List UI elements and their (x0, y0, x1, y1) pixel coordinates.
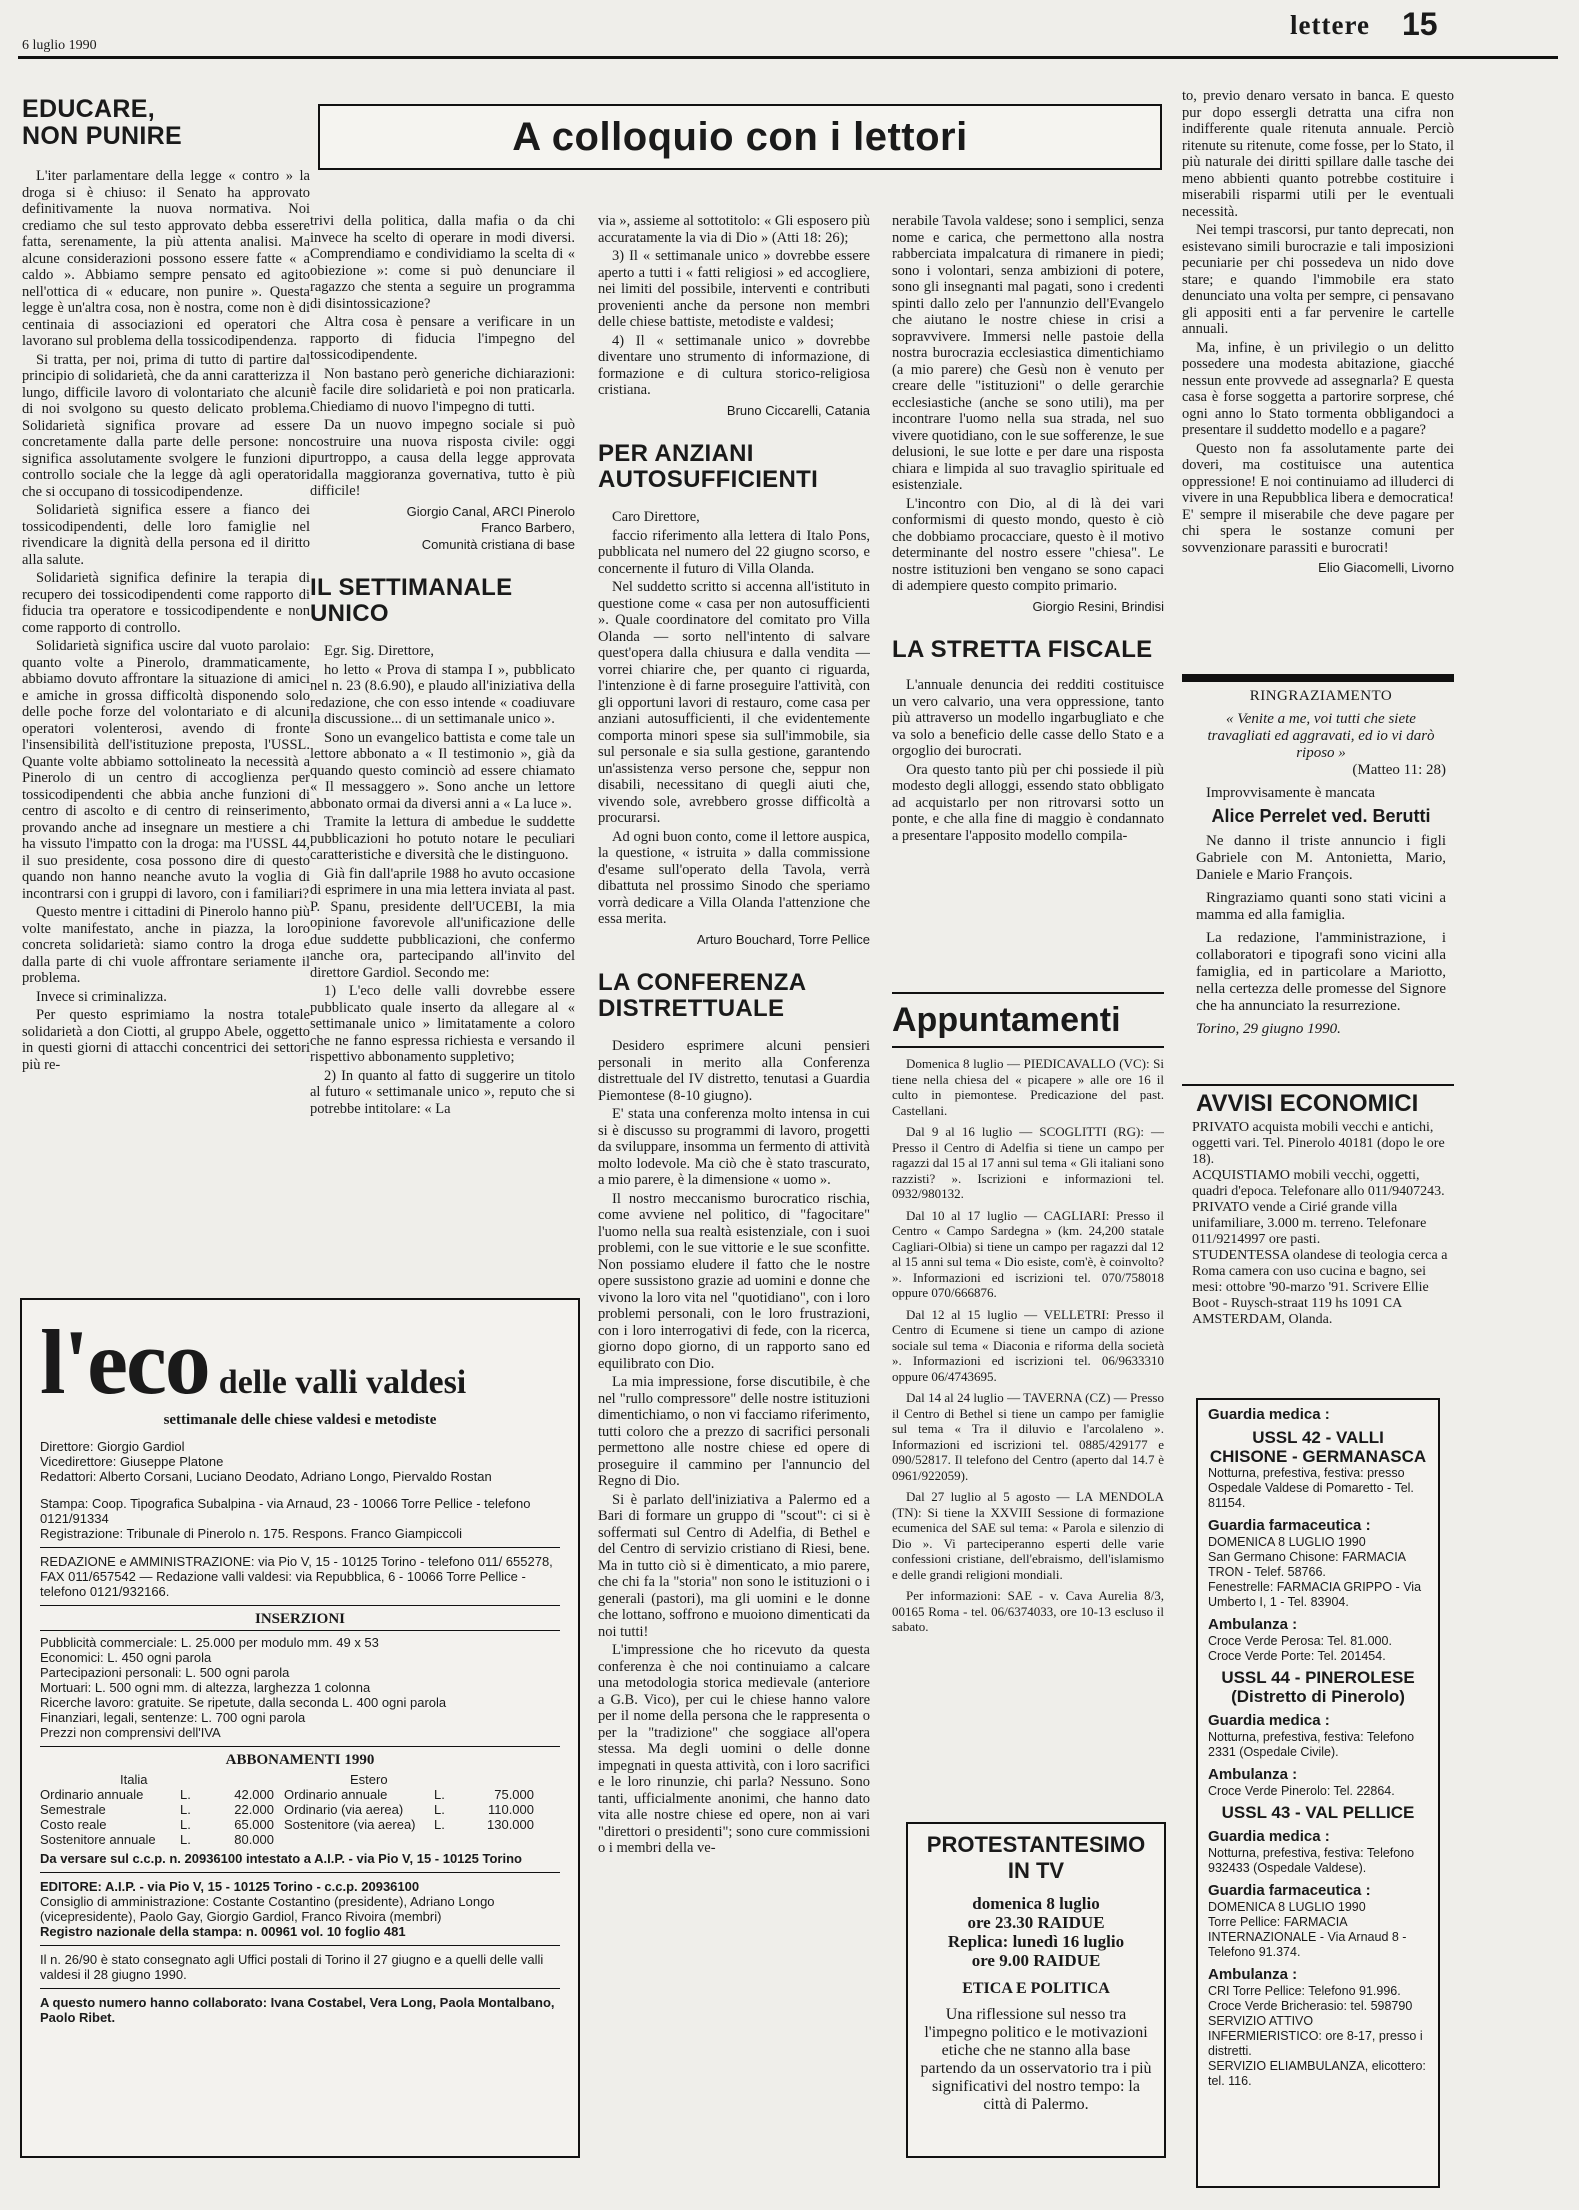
masthead-divider (40, 1547, 560, 1548)
ambulanza-text: Croce Verde Perosa: Tel. 81.000. Croce Verde Porte: Tel. 201454. (1208, 1634, 1392, 1663)
educare-paragraph: L'iter parlamentare della legge « contro » la droga si è chiuso: il Senato ha approvato definitivamente la nuova normativa. Noi crediamo che sul testo approvato debba essere fatta, serenamente, la più attenta analisi. Ma alcune considerazioni possono essere fatte « a caldo ». Abbiamo sempre pensato ed agito nell'ottica di « educare, non punire ». Questa legge è un'altra cosa, non è nostra, come non è di centinaia di associazioni ed operatori che lavorano sul problema della tossicodipendenza. (22, 168, 310, 349)
appuntamento-item: Dal 10 al 17 luglio — CAGLIARI: Presso il Centro « Campo Sardegna » (km. 24,200 statale Cagliari-Olbia) si tiene un campo per ragazzi dal 12 al 15 anni sul tema « Dio esiste, com'è, è coinvolto? ». Informazioni ed iscrizioni tel. 070/758018 oppure 070/666876. (892, 1207, 1164, 1300)
abb-cell: Sostenitore (via aerea) (284, 1817, 416, 1832)
abb-cell: 80.000 (234, 1832, 274, 1847)
educare-paragraph: Solidarietà significa definire la terapia di recupero dei tossicodipendenti come rapporto di fiducia tra operatore e tossicodipendente e non come rapporto di controllo. (22, 570, 310, 636)
appuntamento-item: Dal 9 al 16 luglio — SCOGLITTI (RG): — Presso il Centro di Adelfia si tiene un campo per ragazzi dal 15 al 17 anni sul tema « Gli italiani sono razzisti? ». Iscrizioni e informazioni tel. 0932/980132. (892, 1124, 1164, 1201)
col4-paragraph: L'incontro con Dio, al di là dei vari conformismi di questo mondo, questo è ciò che dobbiamo procacciare, questo è il motivo determinante del nostro essere "chiesa". Le nostre istituzioni ben vengano se sono capaci di adempiere questo compito primario. (892, 495, 1164, 594)
conferenza-paragraph: La mia impressione, forse discutibile, è che nel "rullo compressore" delle nostre istituzioni dimentichiamo, o non vi facciamo riferimento, tutti coloro che a prezzo di sacrifici personali permettono alle nostre chiese ed opere di proseguire il cammino per l'annuncio del Regno di Dio. (598, 1374, 870, 1489)
guardia-box (1196, 1398, 1440, 2188)
settimanale-paragraph: 4) Il « settimanale unico » dovrebbe diventare uno strumento di informazione, di formazione e di cultura storico-religiosa cristiana. (598, 332, 870, 398)
educare-paragraph: Non bastano però generiche dichiarazioni: è facile dire solidarietà e poi non praticarla. Chiediamo di nuovo l'impegno di tutti. (310, 365, 575, 415)
inserzione-line: Pubblicità commerciale: L. 25.000 per modulo mm. 49 x 53 (40, 1635, 379, 1650)
ringraziamento-paragraph: Ne danno il triste annuncio i figli Gabriele con M. Antonietta, Mario, Daniele e Mario François. (1196, 833, 1446, 883)
ringraziamento-rule (1182, 674, 1454, 682)
conferenza-paragraph: Il nostro meccanismo burocratico rischia, come avviene nel politico, di "fagocitare" l'uomo nella sua realtà esistenziale, con i suoi problemi, con le sue vittorie e le sue sconfitte. Non possiamo eludere il fatto che le nostre opere sussistono grazie ad uomini e donne che vivono la loro vita nel "quotidiano", con i loro problemi personali, con le loro frustrazioni, con i loro interrogativi di fede, con la ricerca, giorno dopo giorno, di un rapporto sano ed equilibrato con Dio. (598, 1190, 870, 1372)
educare-paragraph: Solidarietà significa essere a fianco dei tossicodipendenti, delle loro famiglie nel rivendicare la dignità della persona ed il diritto alla salute. (22, 502, 310, 568)
estero-label: Estero (350, 1772, 388, 1787)
anziani-paragraph: Ad ogni buon conto, come il lettore auspica, la questione, « istruita » dalla commissione d'esame sull'operato della Tavola, verrà dibattuta nel prossimo Sinodo che speriamo vorrà dedicare a Villa Olanda l'attenzione che essa merita. (598, 828, 870, 927)
consegna-line: Il n. 26/90 è stato consegnato agli Uffici postali di Torino il 27 giugno e a quelli delle valli valdesi il 28 giugno 1990. (40, 1952, 544, 1982)
educare-paragraph: Per questo esprimiamo la nostra totale solidarietà a don Ciotti, al gruppo Abele, oggetto in questi giorni di attacchi concentrici dei settori più re- (22, 1007, 310, 1073)
appuntamenti-title: Appuntamenti (892, 1001, 1121, 1039)
ringraziamento-quote-ref: (Matteo 11: 28) (1352, 762, 1446, 778)
educare-paragraph: Altra cosa è pensare a verificare in un rapporto di fiducia l'impegno del tossicodipendente. (310, 314, 575, 363)
abb-cell: L. (434, 1787, 445, 1802)
stretta-paragraph: L'annuale denuncia dei redditi costituisce un vero calvario, una vera oppressione, tanto più attraverso un modello ingarbugliato e che va solo a beneficio delle casse dello Stato e a orgoglio dei burocrati. (892, 677, 1164, 759)
appuntamento-item: Domenica 8 luglio — PIEDICAVALLO (VC): Si tiene nella chiesa del « picapere » alle ore 16 il culto in piemontese. Predicazione del past. Castellani. (892, 1056, 1164, 1118)
stretta-paragraph: Questo non fa assolutamente parte dei doveri, ma costituisce una autentica oppressione! E noi continuiamo ad illuderci di vivere in una Repubblica libera e democratica! E' sempre il miserabile che deve pagare per chi spera le sostanze comuni per sovvenzionare parassiti e burocrati! (1182, 440, 1454, 556)
consiglio-line: Consiglio di amministrazione: Costante Costantino (presidente), Adriano Longo (vicepresidente), Paolo Gay, Giorgio Gardiol, Franco Rivoira (membri) (40, 1894, 495, 1924)
column-2 (310, 213, 575, 1293)
guardia-heading: Guardia medica : (1208, 1712, 1330, 1729)
stampa-line: Stampa: Coop. Tipografica Subalpina - via Arnaud, 23 - 10066 Torre Pellice - telefono 0121/91334 (40, 1496, 531, 1526)
abbonamento-row (40, 1802, 560, 1817)
anziani-paragraph: Caro Direttore, (612, 509, 700, 525)
ringraziamento-title: RINGRAZIAMENTO (1249, 688, 1393, 704)
abb-cell: Costo reale (40, 1817, 107, 1832)
abb-cell: Ordinario (via aerea) (284, 1802, 404, 1817)
conferenza-paragraph: Desidero esprimere alcuni pensieri personali in merito alla Conferenza distrettuale del IV distretto, tenutasi a Guardia Piemontese (8-10 giugno). (598, 1038, 870, 1104)
italia-label: Italia (120, 1772, 148, 1787)
masthead-divider (40, 1746, 560, 1747)
educare-paragraph: Questo mentre i cittadini di Pinerolo hanno più volte manifestato, anche in piazza, la loro concreta solidarietà: siamo contro la droga e dalla parte di chi vuole affrontare seriamente il problema. (22, 904, 310, 986)
staff-line: Direttore: Giorgio Gardiol (40, 1439, 185, 1454)
conferenza-paragraph: E' stata una conferenza molto intensa in cui si è discusso su programmi di lavoro, progetti da sviluppare, insomma un fermento di attività molto lodevole. Ma ciò che è stato trascurato, a mio parere, è la dimensione « uomo ». (598, 1106, 870, 1188)
masthead-divider (40, 1872, 560, 1873)
abb-cell: L. (180, 1787, 191, 1802)
stretta-paragraph: Ma, infine, è un privilegio o un delitto possedere una modesta abitazione, giacché nessun ente provvede ad assegnarla? E questa casa è forse soggetta a partorire sorprese, ché ogni anno lo Stato tormenta obbligandoci a presentare il suddetto modello e a pagare? (1182, 339, 1454, 438)
avvisi-title: AVVISI ECONOMICI (1196, 1090, 1419, 1117)
abbonamento-row (40, 1787, 560, 1802)
abb-cell: 75.000 (494, 1787, 534, 1802)
inserzione-line: Prezzi non comprensivi dell'IVA (40, 1725, 221, 1740)
appuntamento-item: Dal 12 al 15 luglio — VELLETRI: Presso il Centro di Ecumene si tiene un campo di azione sociale sul tema « Diaconia e riforma della società ». Informazioni ed iscrizioni tel. 06/9633310 oppure 06/4743695. (892, 1306, 1164, 1384)
stretta-signature: Elio Giacomelli, Livorno (1318, 560, 1454, 575)
appuntamento-item: Per informazioni: SAE - v. Cava Aurelia 8/3, 00165 Roma - tel. 06/6374033, ore 10-13 escluso il sabato. (892, 1588, 1164, 1634)
guardia-text: Notturna, prefestiva, festiva: Telefono 932433 (Ospedale Valdese). (1208, 1846, 1415, 1875)
avvisi-rule (1182, 1084, 1454, 1086)
abb-cell: 65.000 (234, 1817, 274, 1832)
settimanale-paragraph: via », assieme al sottotitolo: « Gli esposero più accuratamente la via di Dio » (Atti 18: 26); (598, 213, 870, 246)
appuntamenti-rule-top (892, 992, 1164, 994)
settimanale-paragraph: Tramite la lettura di ambedue le suddette pubblicazioni ho potuto notare le peculiari caratteristiche e diversità che le distinguono. (310, 814, 575, 863)
abb-cell: Sostenitore annuale (40, 1832, 156, 1847)
inserzioni-title: INSERZIONI (254, 1611, 346, 1627)
logo-main: l'eco (40, 1311, 209, 1413)
ambulanza-heading: Ambulanza : (1208, 1766, 1298, 1783)
anziani-signature: Arturo Bouchard, Torre Pellice (696, 931, 870, 947)
redazione-line: REDAZIONE e AMMINISTRAZIONE: via Pio V, 15 - 10125 Torino - telefono 011/ 655278, FAX 011/657542 — Redazione valli valdesi: via Repubblica, 6 - 10066 Torre Pellice - telefono 0121/932166. (40, 1554, 553, 1599)
masthead-divider (40, 1630, 560, 1631)
guardia-heading: Guardia medica : (1208, 1406, 1330, 1423)
avvisi-list (1192, 1120, 1454, 1328)
abb-cell: L. (180, 1802, 191, 1817)
protestantesimo-schedule: domenica 8 luglio ore 23.30 RAIDUE Replica: lunedì 16 luglio ore 9.00 RAIDUE (947, 1894, 1125, 1970)
abb-cell: Ordinario annuale (284, 1787, 388, 1802)
protestantesimo-subtitle: ETICA E POLITICA (962, 1980, 1110, 1997)
appuntamenti-rule-bottom (892, 1046, 1164, 1048)
protestantesimo-title: PROTESTANTESIMO IN TV (926, 1832, 1146, 1883)
protestantesimo-text: Una riflessione sul nesso tra l'impegno politico e le motivazioni etiche che ne stanno alla base partendo da un osservatorio tra i più significativi del nostro tempo: la città di Palermo. (920, 2006, 1152, 2113)
settimanale-paragraph: Già fin dall'aprile 1988 ho avuto occasione di esprimere in una mia lettera inviata al past. P. Spanu, presidente dell'UCEBI, la mia opinione favorevole all'unificazione delle due suddette pubblicazioni, che confermo anche ora, partecipando all'invito del direttore Gardiol. Secondo me: (310, 865, 575, 981)
farmaceutica-text: DOMENICA 8 LUGLIO 1990 Torre Pellice: FARMACIA INTERNAZIONALE - Via Arnaud 8 - Telefono 91.374. (1208, 1900, 1407, 1959)
educare-paragraph: trivi della politica, dalla mafia o da chi invece ha scelto di operare in modi diversi. Comprendiamo e condividiamo la scelta di « obiezione »: come si può denunciare il ragazzo che stenta a seguire un programma di disintossicazione? (310, 213, 575, 312)
ringraziamento-intro: Improvvisamente è mancata (1206, 785, 1376, 801)
settimanale-paragraph: 1) L'eco delle valli dovrebbe essere pubblicato quale inserto da allegare al « settimanale unico » limitatamente a coloro che ne fanno espressa richiesta e versando il rispettivo abbonamento suppletivo; (310, 983, 575, 1065)
appuntamenti-list (892, 1056, 1164, 1646)
settimanale-signature: Bruno Ciccarelli, Catania (726, 402, 870, 418)
appuntamento-item: Dal 27 luglio al 5 agosto — LA MENDOLA (TN): Si tiene la XXVIII Sessione di formazione ecumenica del SAE sul tema: « Parola e silenzio di Dio ». Vi parteciperanno esperti delle varie confessioni cristiane, dell'ebraismo, dell'islamismo e delle grandi religioni mondiali. (892, 1489, 1164, 1582)
versare-line: Da versare sul c.c.p. n. 20936100 intestato a A.I.P. - via Pio V, 15 - 10125 Torino (40, 1851, 522, 1866)
stretta-paragraph: Ora questo tanto più per chi possiede il più modesto degli alloggi, essendo stato obbligato ad acquistarlo per non ritrovarsi sotto un ponte, e che alla fine di maggio è condannato a presentare l'apposito modello compila- (892, 761, 1164, 844)
farmaceutica-text: DOMENICA 8 LUGLIO 1990 San Germano Chisone: FARMACIA TRON - Telef. 58766. Fenestrelle: FARMACIA GRIPPO - Via Umberto I, 1 - Tel. 83904. (1208, 1535, 1422, 1609)
column-4 (892, 213, 1164, 993)
abb-cell: L. (180, 1832, 191, 1847)
ussl44-title: USSL 44 - PINEROLESE (Distretto di Pinerolo) (1221, 1668, 1415, 1706)
educare-signature: Giorgio Canal, ARCI Pinerolo Franco Barbero, Comunità cristiana di base (406, 503, 575, 552)
ussl42-title: USSL 42 - VALLI CHISONE - GERMANASCA (1209, 1428, 1427, 1466)
settimanale-paragraph: Sono un evangelico battista e come tale un lettore abbonato a « Il testimonio », già da quando questo cominciò ad essere chiamato « Il messaggero ». Sono anche un lettore abbonato ormai da diversi anni a « La luce ». (310, 729, 575, 812)
inserzione-line: Economici: L. 450 ogni parola (40, 1650, 212, 1665)
abb-cell: L. (434, 1817, 445, 1832)
column-3 (598, 213, 870, 2203)
ringraziamento-quote: « Venite a me, voi tutti che siete travagliati ed aggravati, ed io vi darò riposo » (1207, 711, 1435, 761)
masthead-divider (40, 1945, 560, 1946)
guardia-text: Notturna, prefestiva, festiva: Telefono 2331 (Ospedale Civile). (1208, 1730, 1415, 1759)
ringraziamento-name: Alice Perrelet ved. Berutti (1211, 806, 1431, 826)
section-name: lettere (1290, 10, 1370, 40)
ambulanza-heading: Ambulanza : (1208, 1616, 1298, 1633)
ussl43-title: USSL 43 - VAL PELLICE (1221, 1803, 1415, 1822)
educare-title: EDUCARE, NON PUNIRE (22, 96, 182, 150)
educare-paragraph: Solidarietà significa uscire dal vuoto parolaio: quanto volte a Pinerolo, drammaticamente, abbiamo dovuto affrontare la situazione di amici e amiche in grossa difficoltà disponendo solo delle poche forze del volontariato e di alcuni operatori volenterosi, avendo di fronte l'insensibilità dell'istituzione preposta, l'USSL. Quante volte abbiamo sottolineato la necessità a Pinerolo di un centro di accoglienza per tossicodipendenti che abbia anche funzioni di centro di ascolto e di centro di reinserimento, provando anche ad insegnare un mestiere a chi ha vissuto l'impatto con la droga: ma l'USSL 44, il suo presidente, cosa possono dire di questo quando non hanno neanche avuto la voglia di incontrarsi con i gruppi di lavoro, con i familiari? (22, 638, 310, 902)
educare-paragraph: Da un nuovo impegno sociale si può costruire una nuova risposta civile: oggi purtroppo, a causa della legge approvata dalla maggioranza governativa, tutto è più difficile! (310, 417, 575, 499)
ambulanza-text: Croce Verde Pinerolo: Tel. 22864. (1208, 1784, 1395, 1798)
inserzione-line: Mortuari: L. 500 ogni mm. di altezza, larghezza 1 colonna (40, 1680, 371, 1695)
stretta-paragraph: Nei tempi trascorsi, pur tanto deprecati, non esistevano simili burocrazie e tali imposizioni pecuniarie per chi possedeva un nido dove stare; e quando l'immobile era stato denunciato una volta per sempre, ci pensavano gli appositi enti a far pervenire le cartelle annuali. (1182, 222, 1454, 337)
farmaceutica-heading: Guardia farmaceutica : (1208, 1882, 1371, 1899)
abbonamento-row (40, 1832, 560, 1847)
stretta-title: LA STRETTA FISCALE (892, 636, 1153, 663)
staff-line: Vicedirettore: Giuseppe Platone (40, 1454, 224, 1469)
conferenza-title: LA CONFERENZA DISTRETTUALE (598, 969, 807, 1022)
ambulanza-text: CRI Torre Pellice: Telefono 91.996. Croce Verde Bricherasio: tel. 598790 SERVIZIO ATTIVO INFERMIERISTICO: ore 8-17, presso i distretti. SERVIZIO ELIAMBULANZA, elicottero: tel. 116. (1208, 1984, 1426, 2088)
inserzione-line: Finanziari, legali, sentenze: L. 700 ogni parola (40, 1710, 306, 1725)
masthead-box (20, 1298, 580, 2158)
educare-paragraph: Si tratta, per noi, prima di tutto di partire dal principio di solidarietà, che da anni caratterizza il lungo, difficile lavoro di volontariato che alcuni di noi svolgono su questo delicato problema. Solidarietà significa provare ad essere concretamente dalla parte delle persone: non significa assolutamente svolgere le funzioni di controllo sociale che la legge dà agli operatori che si occupano di tossicodipendenze. (22, 351, 310, 500)
inserzione-line: Ricerche lavoro: gratuite. Se ripetute, dalla seconda L. 400 ogni parola (40, 1695, 447, 1710)
masthead-divider (40, 1605, 560, 1606)
abb-cell: L. (434, 1802, 445, 1817)
anziani-paragraph: faccio riferimento alla lettera di Italo Pons, pubblicata nel numero del 22 giugno scorso, e concernente il futuro di Villa Olanda. (598, 527, 870, 577)
inserzione-line: Partecipazioni personali: L. 500 ogni parola (40, 1665, 290, 1680)
conferenza-paragraph: Si è parlato dell'iniziativa a Palermo ed a Bari di formare un gruppo di "scout": ci si è soffermati sul Centro di Adelfia, di Bethel e del Centro di servizio cristiano di Riesi, bene. Ma in tutto ciò si è dimenticato, a mio parere, che chi fa la "storia" non sono le istituzioni o i generali (pastori), ma gli uomini e le donne che lottano, soffrono e muoiono dimenticati da noi tutti! (598, 1491, 870, 1640)
ringraziamento-place-date: Torino, 29 giugno 1990. (1196, 1021, 1341, 1037)
guardia-heading: Guardia medica : (1208, 1828, 1330, 1845)
staff-line: Redattori: Alberto Corsani, Luciano Deodato, Adriano Longo, Piervaldo Rostan (40, 1469, 492, 1484)
settimanale-title: IL SETTIMANALE UNICO (310, 574, 513, 627)
masthead-divider (40, 1988, 560, 1989)
masthead-logo (40, 1311, 560, 1413)
banner-box (318, 104, 1162, 170)
collaborato-line: A questo numero hanno collaborato: Ivana Costabel, Vera Long, Paola Montalbano, Paolo Ribet. (40, 1995, 555, 2025)
anziani-title: PER ANZIANI AUTOSUFFICIENTI (598, 440, 819, 493)
settimanale-paragraph: ho letto « Prova di stampa I », pubblicato nel n. 23 (8.6.90), e plaudo all'iniziativa della redazione, che con esso intende « coadiuvare la discussione... di un settimanale unico ». (310, 661, 575, 727)
protestantesimo-box (906, 1822, 1166, 2158)
guardia-text: Notturna, prefestiva, festiva: presso Ospedale Valdese di Pomaretto - Tel. 81154. (1208, 1466, 1414, 1510)
abb-cell: 110.000 (487, 1802, 534, 1817)
editore-line: EDITORE: A.I.P. - via Pio V, 15 - 10125 Torino - c.c.p. 20936100 (40, 1879, 420, 1894)
abb-cell: Ordinario annuale (40, 1787, 144, 1802)
avviso-item: PRIVATO vende a Cirié grande villa unifamiliare, 3.000 m. terreno. Telefonare 011/9214997 ore pasti. (1192, 1200, 1427, 1247)
masthead-staff (40, 1439, 560, 2025)
conferenza-paragraph: L'impressione che ho ricevuto da questa conferenza è che noi continuiamo a calcare una metodologia storica medievale (anteriore a G.B. Vico), per cui le chiese hanno valore per il nome della persona che le rappresenta o per la "tradizione" che soggiace all'opera stessa. Ma degli uomini o delle donne impegnati in questa attività, con i loro sacrifici e le loro rinunzie, chi parla? Nessuno. Sono tanti, ufficialmente anonimi, che hanno dato vita alle nostre chiese ed opere, non ai vari "direttori o presidenti"; sono cure commissioni o i membri della ve- (598, 1642, 870, 1856)
settimanale-paragraph: 3) Il « settimanale unico » dovrebbe essere aperto a tutti i « fatti religiosi » ed accogliere, nei limiti del possibile, interventi e contributi provenienti anche da persone non membri delle chiese battiste, metodiste e valdesi; (598, 248, 870, 330)
column-5 (1182, 88, 1454, 670)
logo-sub: delle valli valdesi (218, 1364, 467, 1401)
masthead-tagline: settimanale delle chiese valdesi e metodiste (163, 1412, 437, 1428)
abb-cell: L. (180, 1817, 191, 1832)
abb-cell: 22.000 (234, 1802, 274, 1817)
ringraziamento-block (1196, 688, 1446, 1038)
ringraziamento-paragraph: Ringraziamo quanti sono stati vicini a mamma ed alla famiglia. (1196, 890, 1446, 923)
abbonamento-row (40, 1817, 560, 1832)
ringraziamento-paragraph: La redazione, l'amministrazione, i collaboratori e tipografi sono vicini alla famiglia, ed in particolare a Mariotto, nella certezza delle promesse del Signore che ha annunciato la resurrezione. (1196, 930, 1446, 1014)
abb-cell: 42.000 (234, 1787, 274, 1802)
col4-paragraph: nerabile Tavola valdese; sono i semplici, senza nome e carica, che permettono alla nostra rabberciata impalcatura di rimanere in piedi; sono i volontari, senza ambizioni di potere, sono gli insegnanti mal pagati, sono i credenti spinti dallo zelo per l'annunzio dell'Evangelo che aiutano le nostre chiese in crisi a sopravvivere. Immersi nelle pastoie della nostra burocrazia ecclesiastica dimentichiamo (a mio parere) che Gesù non è venuto per creare delle "istituzioni" o delle gerarchie ecclesiastiche (anche se sono utili), ma per incontrare l'uomo nella sua strada, nel suo vivere quotidiano, con le sue sofferenze, le sue delusioni, le sue lotte e per dare una risposta chiara e limpida al suo travaglio spirituale ed esistenziale. (892, 213, 1164, 493)
column-1 (22, 96, 310, 1276)
header-rule (18, 56, 1558, 59)
avviso-item: ACQUISTIAMO mobili vecchi, oggetti, quadri d'epoca. Telefonare allo 011/9407243. (1192, 1168, 1445, 1199)
anziani-paragraph: Nel suddetto scritto si accenna all'istituto in questione come « casa per non autosufficienti ». Quale coordinatore del comitato pro Villa Olanda — sorto nell'intento di salvare quest'opera dalla chiusura e dalla vendita — vorrei chiarire che, per quanto ci riguarda, l'intenzione è di farne proseguire l'attività, con gli opportuni lavori di restauro, come casa per anziani autosufficienti, il che evidentemente comporta minori spese sia sull'immobile, sia sul personale e sia sulla gestione, garantendo un'assistenza verso persone che, seppur non disabili, necessitano di quegli aiuti che, vivendo sole, avrebbero grosse difficoltà a procurarsi. (598, 579, 870, 826)
stretta-paragraph: to, previo denaro versato in banca. E questo pur dopo essergli detratta una cifra non indifferente quale ritenuta annuale. Perciò ritenute su ritenute, come fosse, per lo Stato, il più naturale dei diritti spillare dalle tasche dei meno abbienti quanto potrebbe costituire i miserabili risparmi utili per le eventuali necessità. (1182, 88, 1454, 220)
abb-cell: 130.000 (487, 1817, 534, 1832)
settimanale-paragraph: Egr. Sig. Direttore, (324, 643, 434, 659)
page-number: 15 (1402, 6, 1438, 42)
registro-line: Registro nazionale della stampa: n. 00961 vol. 10 foglio 481 (40, 1924, 406, 1939)
col4-signature: Giorgio Resini, Brindisi (1032, 598, 1164, 614)
abb-cell: Semestrale (40, 1802, 106, 1817)
issue-date: 6 luglio 1990 (22, 38, 97, 53)
ambulanza-heading: Ambulanza : (1208, 1966, 1298, 1983)
farmaceutica-heading: Guardia farmaceutica : (1208, 1517, 1371, 1534)
educare-paragraph: Invece si criminalizza. (36, 988, 167, 1005)
registrazione-line: Registrazione: Tribunale di Pinerolo n. 175. Respons. Franco Giampiccoli (40, 1526, 462, 1541)
appuntamento-item: Dal 14 al 24 luglio — TAVERNA (CZ) — Presso il Centro di Bethel si tiene un campo per famiglie sul tema « Tra il diluvio e l'arcolaleno ». Informazioni ed iscrizioni tel. 0885/429177 e 090/52817. Il telefono del Centro (aperto dal 14.7 è 0961/922059). (892, 1390, 1164, 1483)
abbonamenti-header (40, 1772, 560, 1787)
banner-title: A colloquio con i lettori (512, 115, 968, 159)
abbonamenti-title: ABBONAMENTI 1990 (225, 1752, 375, 1768)
avviso-item: PRIVATO acquista mobili vecchi e antichi, oggetti vari. Tel. Pinerolo 40181 (dopo le ore 18). (1192, 1120, 1445, 1167)
avviso-item: STUDENTESSA olandese di teologia cerca a Roma camera con uso cucina e bagno, sei mesi: ottobre '90-marzo '91. Scrivere Ellie Boot - Ruysch-straat 119 hs 1091 CA AMSTERDAM, Olanda. (1192, 1248, 1448, 1327)
settimanale-paragraph: 2) In quanto al fatto di suggerire un titolo al futuro « settimanale unico », reputo che si potrebbe intitolare: « La (310, 1067, 575, 1117)
